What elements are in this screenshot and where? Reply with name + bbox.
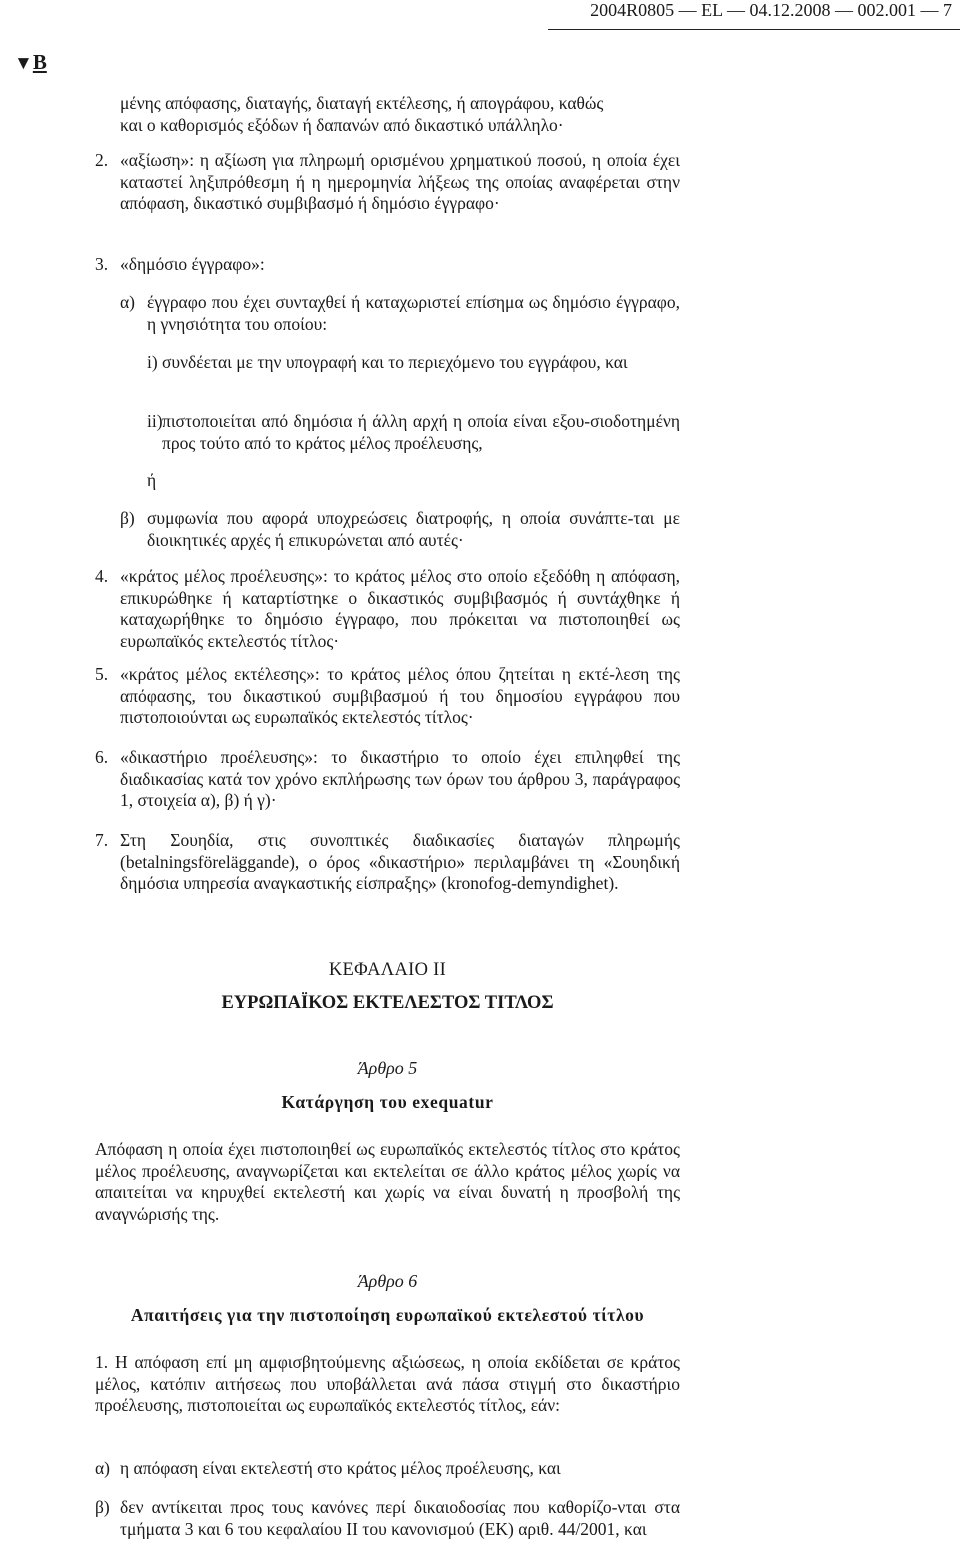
item7-text: Στη Σουηδία, στις συνοπτικές διαδικασίες διαταγών πληρωμής (betalningsföreläggande), ο όρος «δικαστήριο» περιλαμβάνει τη «Σουηδική δημόσια υπηρεσία αναγκαστικής είσπραξης» (kronofog-demyndighet). (120, 830, 680, 893)
running-header: 2004R0805 — EL — 04.12.2008 — 002.001 — 7 (590, 0, 952, 20)
item6-number: 6. (95, 747, 109, 767)
item3a-text: έγγραφο που έχει συνταχθεί ή καταχωριστεί επίσημα ως δημόσιο έγγραφο, η γνησιότητα του οποίου: (147, 292, 680, 334)
item3-number: 3. (95, 254, 109, 274)
header-rule (548, 29, 960, 30)
article6-number: Άρθρο 6 (357, 1271, 418, 1291)
triangle-down-icon: ▼ (14, 53, 33, 74)
chapter-number: ΚΕΦΑΛΑΙΟ II (328, 960, 447, 980)
article5-number: Άρθρο 5 (357, 1058, 418, 1078)
item3a-i-text: συνδέεται με την υπογραφή και το περιεχόμενο του εγγράφου, και (162, 352, 628, 372)
item3a-label: α) (120, 292, 135, 312)
item7-number: 7. (95, 830, 109, 850)
chapter-title: ΕΥΡΩΠΑΪΚΟΣ ΕΚΤΕΛΕΣΤΟΣ ΤΙΤΛΟΣ (221, 993, 554, 1013)
item5-number: 5. (95, 664, 109, 684)
article5-text: Απόφαση η οποία έχει πιστοποιηθεί ως ευρωπαϊκός εκτελεστός τίτλος στο κράτος μέλος προέλευσης, αναγνωρίζεται και εκτελείται σε άλλο κράτος μέλος χωρίς να απαιτείται να κηρυχθεί εκτελεστή και χωρίς να είναι δυνατή η προσβολή της αναγνώρισής της. (95, 1139, 680, 1224)
item6-text: «δικαστήριο προέλευσης»: το δικαστήριο το οποίο έχει επιληφθεί της διαδικασίας κατά τον χρόνο εκπλήρωσης των όρων του άρθρου 3, παράγραφος 1, στοιχεία α), β) ή γ)· (120, 747, 680, 810)
item2-text: «αξίωση»: η αξίωση για πληρωμή ορισμένου χρηματικού ποσού, η οποία έχει καταστεί ληξιπρόθεσμη ή η ημερομηνία λήξεως της οποίας αναφέρεται στην απόφαση, δικαστικό συμβιβασμό ή δημόσιο έγγραφο· (120, 150, 680, 213)
item3b-label: β) (120, 508, 135, 528)
article5-title: Κατάργηση του exequatur (281, 1092, 494, 1112)
article6-a-label: α) (95, 1458, 110, 1478)
item3-or: ή (147, 470, 157, 490)
item1-line2: και ο καθορισμός εξόδων ή δαπανών από δικαστικό υπάλληλο· (120, 114, 564, 135)
item3a-ii-text: πιστοποιείται από δημόσια ή άλλη αρχή η οποία είναι εξου-σιοδοτημένη προς τούτο από το κράτος μέλος προέλευσης, (162, 411, 680, 453)
item3a-i-label: i) (147, 352, 158, 372)
marker-letter: B (32, 50, 47, 74)
item3-text: «δημόσιο έγγραφο»: (120, 254, 265, 274)
item3b-text: συμφωνία που αφορά υποχρεώσεις διατροφής, η οποία συνάπτε-ται με διοικητικές αρχές ή επικυρώνεται από αυτές· (147, 508, 680, 550)
article6-a-text: η απόφαση είναι εκτελεστή στο κράτος μέλος προέλευσης, και (120, 1458, 561, 1478)
article6-title: Απαιτήσεις για την πιστοποίηση ευρωπαϊκού εκτελεστού τίτλου (130, 1305, 645, 1325)
item3a-ii-label: ii) (147, 411, 163, 431)
item1-line1: μένης απόφασης, διαταγής, διαταγή εκτέλεσης, ή απογράφου, καθώς (120, 93, 604, 113)
article6-b-text: δεν αντίκειται προς τους κανόνες περί δικαιοδοσίας που καθορίζο-νται στα τμήματα 3 και 6 του κεφαλαίου II του κανονισμού (ΕΚ) αριθ. 44/2001, και (120, 1497, 680, 1539)
article6-paragraph1: 1. Η απόφαση επί μη αμφισβητούμενης αξιώσεως, η οποία εκδίδεται σε κράτος μέλος, κατόπιν αιτήσεως που υποβάλλεται ανά πάσα στιγμή στο δικαστήριο προέλευσης, πιστοποιείται ως ευρωπαϊκός εκτελεστός τίτλος, εάν: (95, 1352, 680, 1415)
item4-text: «κράτος μέλος προέλευσης»: το κράτος μέλος στο οποίο εξεδόθη η απόφαση, επικυρώθηκε ή καταρτίστηκε ο δικαστικός συμβιβασμός ή συντάχθηκε ή καταχωρήθηκε το δημόσιο έγγραφο, που πρόκειται να πιστοποιηθεί ως ευρωπαϊκός εκτελεστός τίτλος· (120, 566, 680, 651)
article6-b-label: β) (95, 1497, 110, 1517)
item2-number: 2. (95, 150, 109, 170)
amendment-marker (14, 50, 47, 75)
item4-number: 4. (95, 566, 109, 586)
item5-text: «κράτος μέλος εκτέλεσης»: το κράτος μέλος όπου ζητείται η εκτέ-λεση της απόφασης, του δικαστικού συμβιβασμού ή του δημοσίου εγγράφου που πιστοποιούνται ως ευρωπαϊκός εκτελεστός τίτλος· (120, 664, 680, 727)
item1-continuation (120, 93, 680, 136)
